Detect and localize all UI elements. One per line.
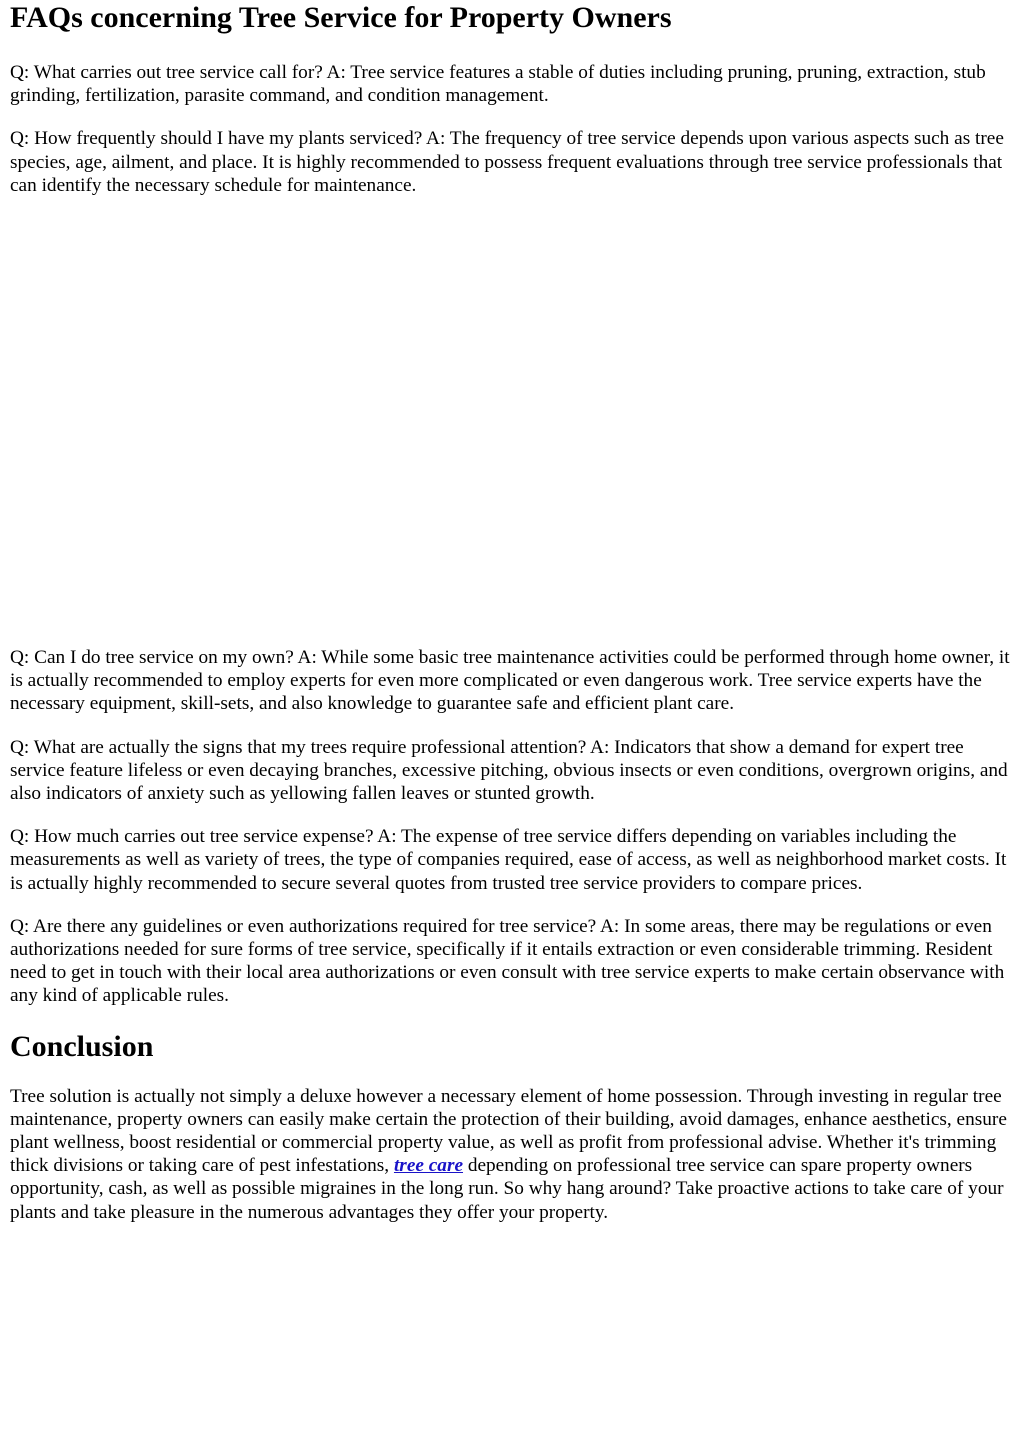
blank-space — [10, 197, 1014, 646]
conclusion-heading: Conclusion — [10, 1029, 154, 1063]
conclusion-text-before: Tree solution is actually not simply a deluxe however a necessary element of home possession. Through investing in regular tree maintenance, property owners can easily make certain the protection of their building, avoid damages, enhance aesthetics, ensure plant wellness, boost residential or commercial property value, as well as profit from professional advise. Whether it's trimming thick divisions or taking care of pest infestations, — [10, 1085, 1007, 1177]
conclusion-text-after: depending on professional tree service can spare property owners opportunity, cash, as well as possible migraines in the long run. So why hang around? Take proactive actions to take care of your plants and take pleasure in the numerous advantages they offer your property. — [10, 1155, 1004, 1223]
faq-item: Q: How frequently should I have my plants serviced? A: The frequency of tree service depends upon various aspects such as tree species, age, ailment, and place. It is highly recommended to possess frequent evaluations through tree service professionals that can identify the necessary schedule for maintenance. — [10, 128, 1004, 196]
faq-item: Q: What are actually the signs that my trees require professional attention? A: Indicators that show a demand for expert tree service feature lifeless or even decaying branches, excessive pitching, obvious insects or even conditions, overgrown origins, and also indicators of anxiety such as yellowing fallen leaves or stunted growth. — [10, 736, 1008, 805]
faq-item: Q: How much carries out tree service expense? A: The expense of tree service differs depending on variables including the measurements as well as variety of trees, the type of companies required, ease of access, as well as neighborhood market costs. It is actually highly recommended to secure several quotes from trusted tree service providers to compare prices. — [10, 826, 1007, 894]
faq-item: Q: What carries out tree service call for? A: Tree service features a stable of duties including pruning, pruning, extraction, stub grinding, fertilization, parasite command, and condition management. — [10, 62, 986, 107]
conclusion-paragraph — [10, 1085, 1014, 1224]
page-title: FAQs concerning Tree Service for Property Owners — [10, 1, 672, 34]
faq-item: Q: Are there any guidelines or even authorizations required for tree service? A: In some areas, there may be regulations or even authorizations needed for sure forms of tree service, specifically if it entails extraction or even considerable trimming. Resident need to get in touch with their local area authorizations or even consult with tree service experts to make certain observance with any kind of applicable rules. — [10, 915, 1005, 1007]
tree-care-link[interactable]: tree care — [393, 1155, 464, 1177]
faq-item: Q: Can I do tree service on my own? A: While some basic tree maintenance activities could be performed through home owner, it is actually recommended to employ experts for even more complicated or even dangerous work. Tree service experts have the necessary equipment, skill-sets, and also knowledge to guarantee safe and efficient plant care. — [10, 647, 1010, 715]
